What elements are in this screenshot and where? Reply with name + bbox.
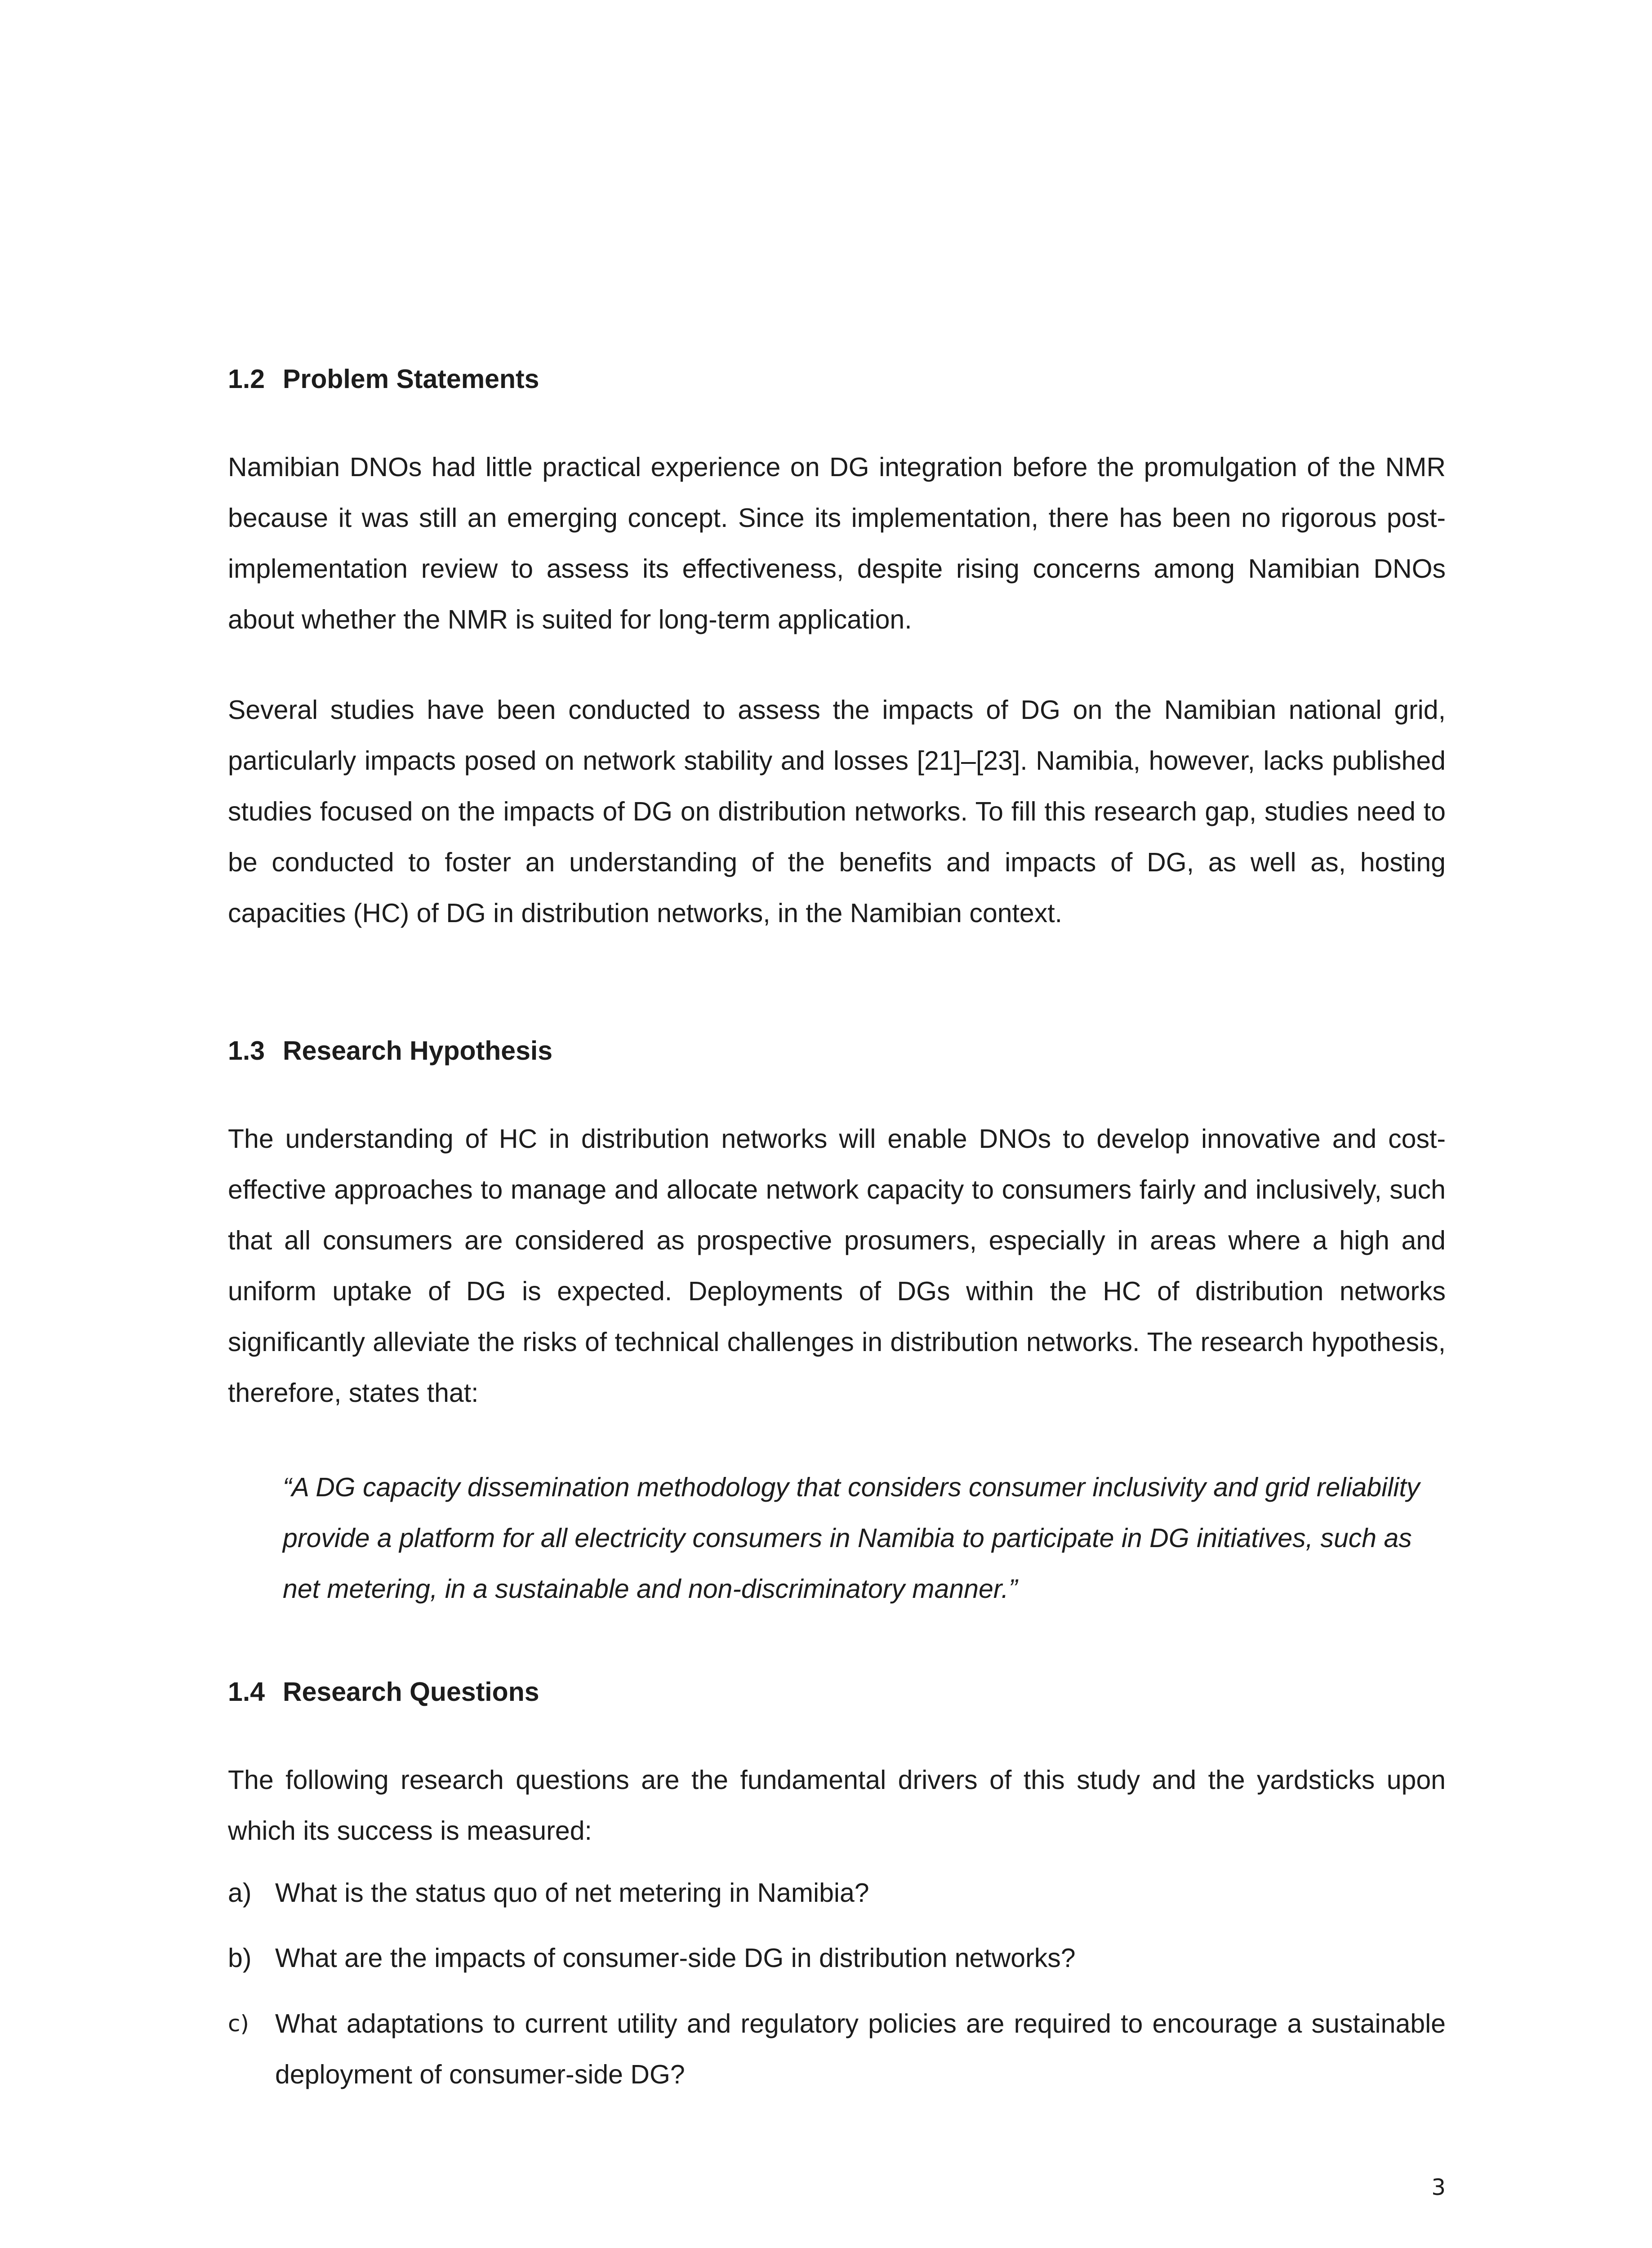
section-title: Research Hypothesis (283, 1036, 553, 1066)
section-number: 1.3 (228, 1036, 265, 1066)
section-number: 1.4 (228, 1677, 265, 1707)
section-title: Research Questions (283, 1677, 539, 1707)
section-number: 1.2 (228, 364, 265, 394)
section-title: Problem Statements (283, 364, 539, 394)
problem-paragraph-2: Several studies have been conducted to assess the impacts of DG on the Namibian national grid, particularly impacts posed on network stability and losses [21]–[23]. Namibia, however, lacks published studies focused on the impacts of DG on distribution networks. To fill this research gap, studies need to be conducted to foster an understanding of the benefits and impacts of DG, as well as, hosting capacities (HC) of DG in distribution networks, in the Namibian context. (228, 695, 1446, 928)
problem-paragraph-1: Namibian DNOs had little practical experience on DG integration before the promulgation of the NMR because it was still an emerging concept. Since its implementation, there has been no rigorous post-implementation review to assess its effectiveness, despite rising concerns among Namibian DNOs about whether the NMR is suited for long-term application. (228, 452, 1446, 634)
list-item (228, 1933, 1446, 1984)
list-marker: a) (228, 1878, 252, 1908)
list-marker: b) (228, 1943, 252, 1973)
list-marker: c) (228, 2011, 249, 2037)
document-page (228, 0, 1446, 2248)
list-item (228, 1868, 1446, 1918)
section-heading-problem-statements (228, 363, 539, 395)
section-heading-research-hypothesis (228, 1035, 552, 1066)
page-number: 3 (1431, 2174, 1446, 2200)
question-text: What is the status quo of net metering in Namibia? (275, 1878, 869, 1908)
list-item (228, 1998, 1446, 2100)
question-text: What adaptations to current utility and regulatory policies are required to encourage a sustainable deployment of consumer-side DG? (275, 2009, 1446, 2089)
hypothesis-quote: “A DG capacity dissemination methodology that considers consumer inclusivity and grid reliability provide a platform for all electricity consumers in Namibia to participate in DG initiatives, such as net metering, in a sustainable and non-discriminatory manner.” (283, 1472, 1420, 1604)
question-text: What are the impacts of consumer-side DG in distribution networks? (275, 1943, 1076, 1973)
section-heading-research-questions (228, 1676, 539, 1708)
questions-intro-paragraph: The following research questions are the fundamental drivers of this study and the yardsticks upon which its success is measured: (228, 1765, 1446, 1846)
hypothesis-paragraph: The understanding of HC in distribution networks will enable DNOs to develop innovative and cost-effective approaches to manage and allocate network capacity to consumers fairly and inclusively, such that all consumers are considered as prospective prosumers, especially in areas where a high and uniform uptake of DG is expected. Deployments of DGs within the HC of distribution networks significantly alleviate the risks of technical challenges in distribution networks. The research hypothesis, therefore, states that: (228, 1124, 1446, 1408)
